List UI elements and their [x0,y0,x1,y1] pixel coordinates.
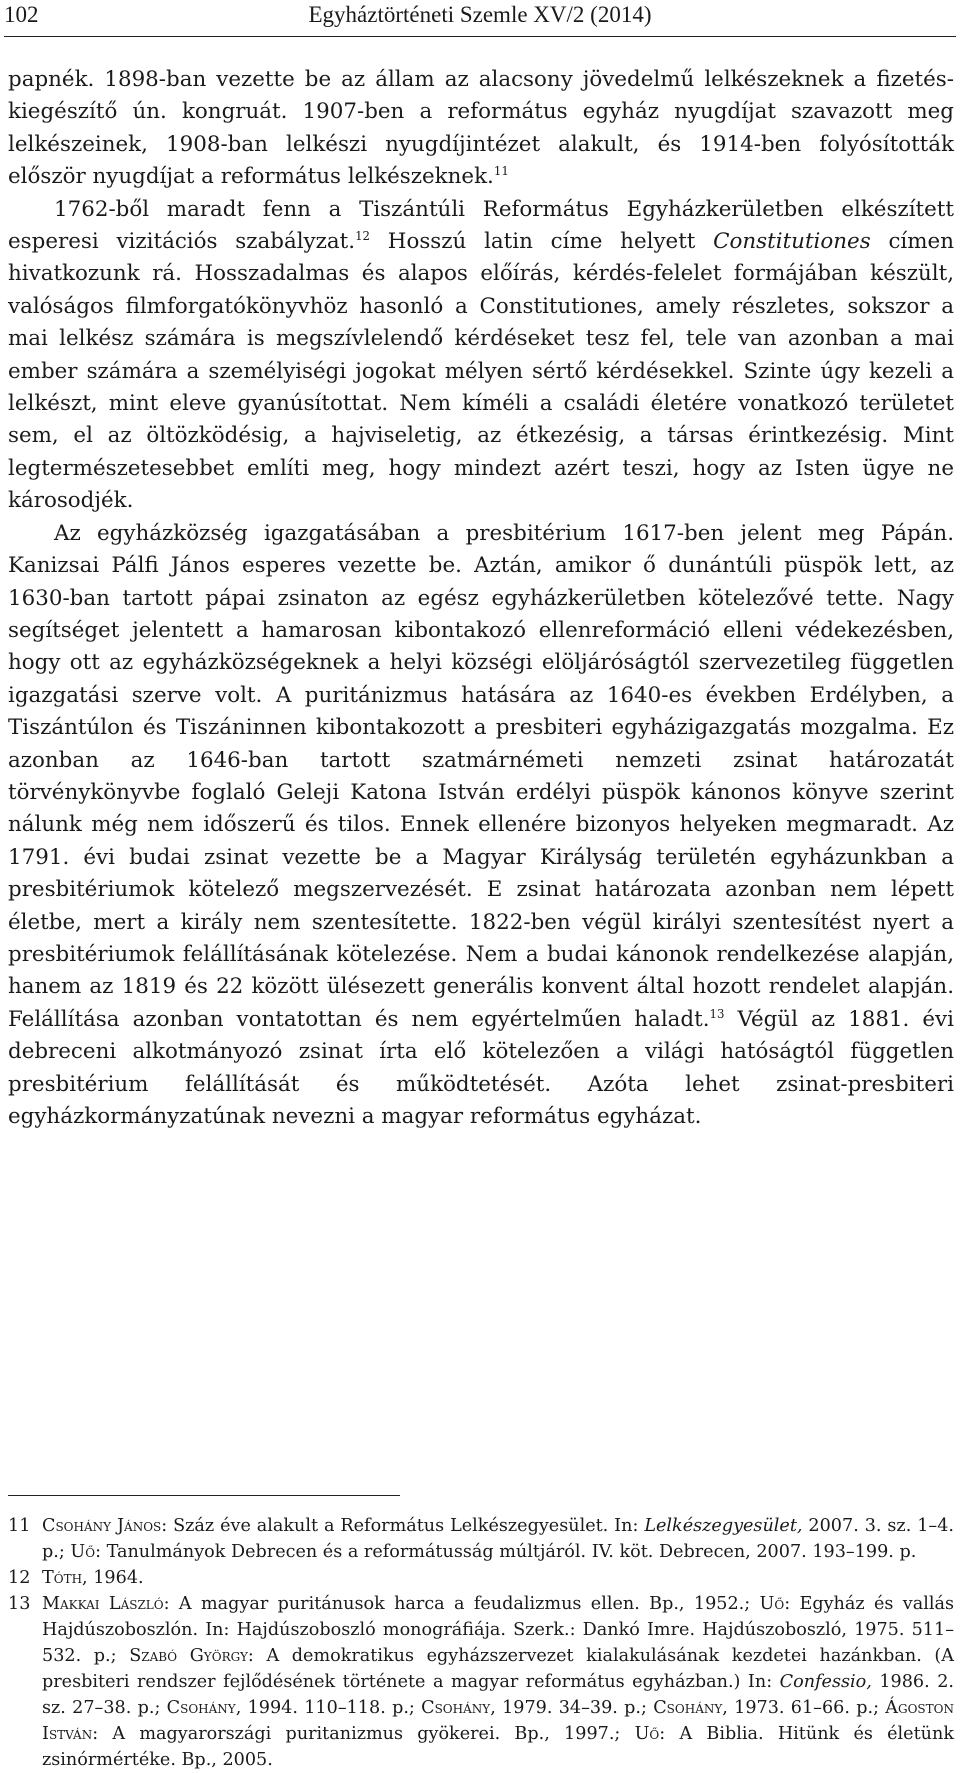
author-name: Makkai László [42,1594,164,1614]
running-header [0,0,960,44]
footnote-13 [8,1591,954,1773]
footnote-text-part: : A demokratikus egyházszervezet kialakulásának kezdetei hazánkban. (A presbiteri rendszer fejlődésének története a magyar református egyházban.) In: [42,1646,954,1692]
author-name: Tóth [42,1568,83,1588]
footnote-number: 13 [8,1594,31,1614]
footnote-text-part: 2007. 3. sz. 1–4. p.; [42,1516,954,1562]
footnote-separator [8,1495,400,1496]
footnote-text-part: 1986. 2. sz. 27–38. p.; [42,1672,954,1718]
author-name: Uő [634,1724,660,1744]
paragraph-2-text-d: címen hivatkozunk rá. Hosszadalmas és alapos előírás, kérdés-felelet formájában készült, valóságos filmforgatókönyvhöz hasonló a Constitutiones, amely részletes, sokszor a mai lelkész számára is megszívlelendő kérdéseket tesz fel, tele van azonban a mai ember számára a személyiségi jogokat mélyen sértő kérdésekkel. Szinte úgy kezeli a lelkészt, mint eleve gyanúsítottat. Nem kíméli a családi életére vonatkozó területet sem, el az öltözködésig, a hajviseletig, az étkezésig, a társas érintkezésig. Mint legtermészetesebbet említi meg, hogy mindezt azért teszi, hogy az Isten ügye ne károsodjék. [8,229,954,514]
footnote-text-part: : A Biblia. Hitünk és életünk zsinórmértéke. Bp., 2005. [42,1724,954,1770]
footnote-number: 12 [8,1568,31,1588]
footnote-text-part: , 1964. [82,1568,144,1588]
page-number: 102 [4,2,39,27]
footnote-text-part: , 1973. 61–66. p.; [722,1698,886,1718]
footnote-ref-12[interactable]: 12 [355,228,371,243]
footnote-text-part: , 1994. 110–118. p.; [235,1698,422,1718]
paragraph-3 [8,518,954,1134]
footnote-text [42,1591,954,1773]
footnote-text-part: : Száz éve alakult a Református Lelkészegyesület. In: [161,1516,645,1536]
author-name: Csohány [166,1698,236,1718]
footnote-text-part: : Egyház és vallás Hajdúszoboszlón. In: Hajdúszoboszló monográfiája. Szerk.: Dankó Imre. Hajdúszoboszló, 1975. 511–532. p.; [42,1594,954,1666]
footnotes [8,1513,954,1773]
author-name: Csohány [653,1698,723,1718]
footnote-number: 11 [8,1516,31,1536]
paragraph-2-text-a: 1762-ből maradt fenn a Tiszántúli Református Egyházkerületben elkészített esperesi vizitációs szabályzat. [8,196,954,255]
author-name: Ágoston István [42,1698,954,1744]
running-title: Egyháztörténeti Szemle XV/2 (2014) [308,2,652,27]
footnote-12 [8,1565,954,1591]
paragraph-2-text-b: Hosszú latin címe helyett [370,229,714,255]
journal-title: Confessio, [779,1672,872,1692]
footnote-text-part: : Tanulmányok Debrecen és a reformátusság múltjáról. IV. köt. Debrecen, 2007. 193–199. p. [95,1542,917,1562]
footnote-text [42,1565,954,1591]
paragraph-1-text: papnék. 1898-ban vezette be az állam az alacsony jövedelmű lelkészeknek a fizetés-kiegészítő ún. kongruát. 1907-ben a református egyház nyugdíjat szavazott meg lelkészeinek, 1908-ban lelkészi nyugdíjintézet alakult, és 1914-ben folyósították először nyugdíjat a református lelkészeknek. [8,67,954,190]
author-name: Szabó György [129,1646,248,1666]
footnote-text-part: : A magyarországi puritanizmus gyökerei. Bp., 1997.; [92,1724,635,1744]
main-text [8,64,954,1133]
footnote-text [42,1513,954,1565]
author-name: Csohány [421,1698,491,1718]
footnote-ref-11[interactable]: 11 [493,163,509,178]
footnote-text-part: : A magyar puritánusok harca a feudalizmus ellen. Bp., 1952.; [163,1594,760,1614]
paragraph-2-italic-title: Constitutiones [713,229,871,255]
journal-title: Lelkészegyesület, [644,1516,803,1536]
paragraph-2 [8,194,954,518]
footnote-ref-13[interactable]: 13 [709,1006,725,1021]
author-name: Csohány János [42,1516,162,1536]
paragraph-3-text-a: Az egyházközség igazgatásában a presbitérium 1617-ben jelent meg Pápán. Kanizsai Pálfi János esperes vezette be. Aztán, amikor ő dunántúli püspök lett, az 1630-ban tartott pápai zsinaton az egész egyházkerületben kötelezővé tette. Nagy segítséget jelentett a hamarosan kibontakozó ellenreformáció elleni védekezésben, hogy ott az egyházközségeknek a helyi községi elöljáróságtól szervezetileg független igazgatási szerve volt. A puritánizmus hatására az 1640-es években Erdélyben, a Tiszántúlon és Tiszáninnen kibontakozott a presbiteri egyházigazgatás mozgalma. Ez azonban az 1646-ban tartott szatmárnémeti nemzeti zsinat határozatát törvénykönyvbe foglaló Geleji Katona István erdélyi püspök kánonos könyve szerint nálunk még nem időszerű és tilos. Ennek ellenére bizonyos helyeken megmaradt. Az 1791. évi budai zsinat vezette be a Magyar Királyság területén egyházunkban a presbitériumok kötelező megszervezését. E zsinat határozata azonban nem lépett életbe, mert a király nem szentesítette. 1822-ben végül királyi szentesítést nyert a presbitériumok felállításának kötelezése. Nem a budai kánonok rendelkezése alapján, hanem az 1819 és 22 között ülésezett generális konvent által hozott rendelet alapján. Felállítása azonban vontatottan és nem egyértelműen haladt. [8,520,954,1032]
author-name: Uő [759,1594,785,1614]
header-rule [4,36,956,37]
author-name: Uő [70,1542,96,1562]
paragraph-3-text-b: Végül az 1881. évi debreceni alkotmányozó zsinat írta elő kötelezően a világi hatóságtól független presbitérium felállítását és működtetését. Azóta lehet zsinat-presbiteri egyházkormányzatúnak nevezni a magyar református egyházat. [8,1006,954,1129]
paragraph-1 [8,64,954,194]
footnote-text-part: , 1979. 34–39. p.; [490,1698,654,1718]
footnote-11 [8,1513,954,1565]
